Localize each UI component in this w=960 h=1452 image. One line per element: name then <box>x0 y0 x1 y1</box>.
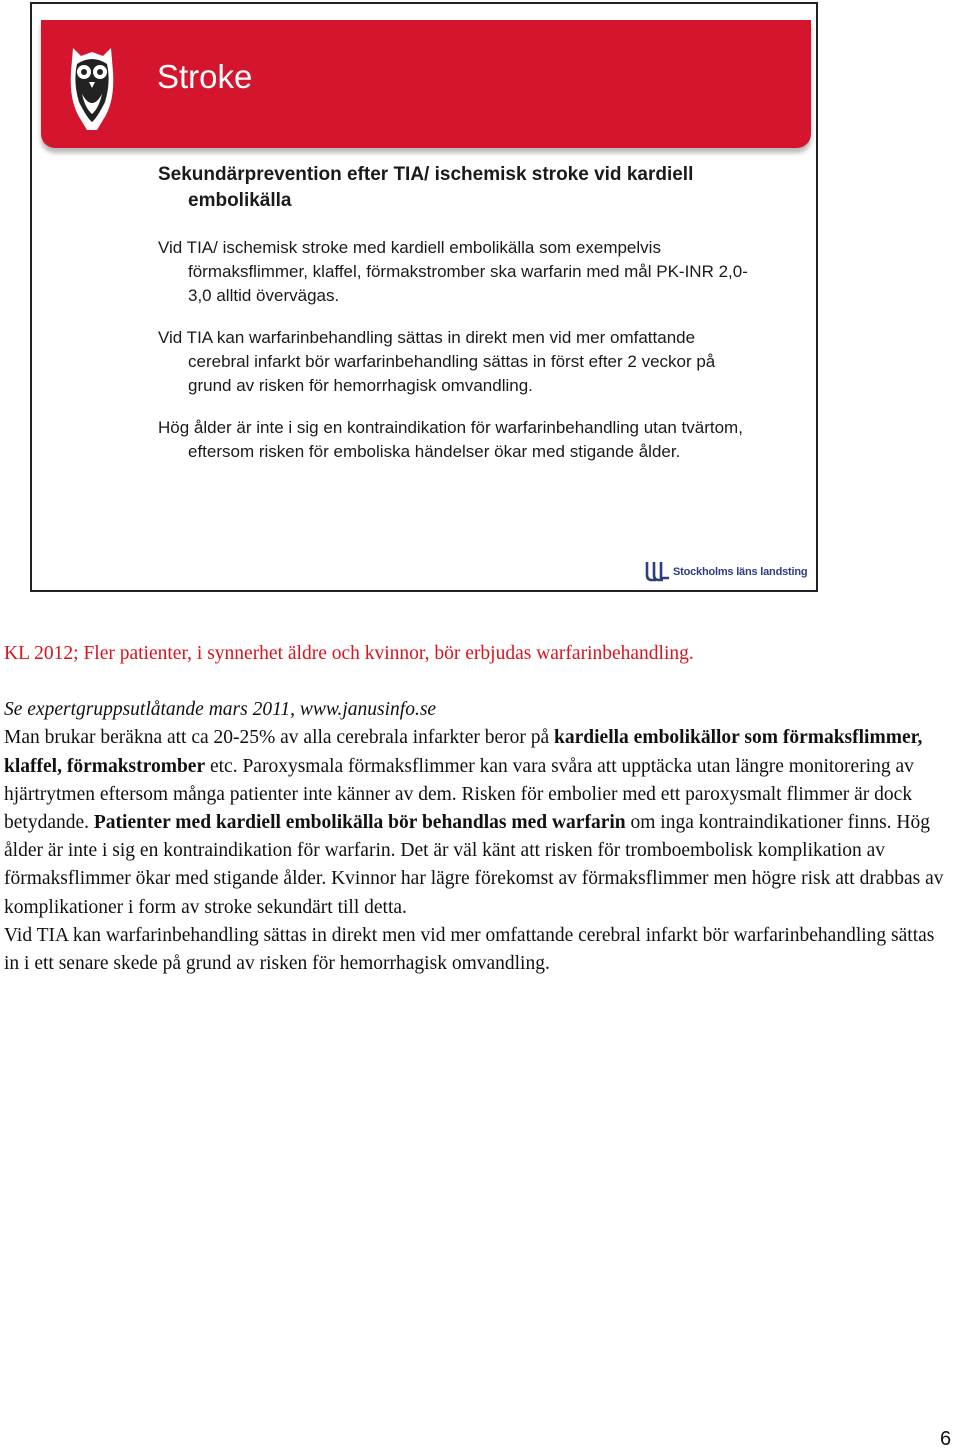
slide-paragraph: Vid TIA/ ischemisk stroke med kardiell embolikälla som exempelvis förmaksflimmer, klaffel, förmakstromber ska warfarin med mål PK-INR 2,0-3,0 alltid övervägas. <box>158 238 748 305</box>
sll-logo-text: Stockholms läns landsting <box>673 566 808 578</box>
slide-header-bar <box>41 20 811 148</box>
notes-reference: Se expertgruppsutlåtande mars 2011, www.janusinfo.se <box>4 699 437 721</box>
speaker-notes <box>4 640 954 978</box>
owl-logo-icon <box>67 42 117 132</box>
sll-logo <box>644 560 807 584</box>
notes-text: om inga kontraindikationer finns. Hög ålder är inte i sig en kontraindikation för warfarin. Det är väl känt att risken för tromboembolisk komplikation av förmaksflimmer ökar med stigande ålder. Kvinnor har lägre förekomst av förmaksflimmer men högre risk att drabbas av komplikationer i form av stroke sekundärt till detta. <box>4 812 944 918</box>
notes-paragraph <box>4 724 954 921</box>
notes-text: etc. <box>205 755 243 777</box>
slide-heading: Sekundärprevention efter TIA/ ischemisk stroke vid kardiell embolikälla <box>158 164 694 211</box>
notes-text: Man brukar beräkna att ca 20-25% av alla cerebrala infarkter beror på <box>4 727 555 749</box>
notes-paragraph: Vid TIA kan warfarinbehandling sättas in direkt men vid mer omfattande cerebral infarkt bör warfarinbehandling sättas in i ett senare skede på grund av risken för hemorrhagisk omvandling. <box>4 924 935 975</box>
notes-bold-text: Patienter med kardiell embolikälla bör behandlas med warfarin <box>93 812 626 834</box>
slide-paragraph: Vid TIA kan warfarinbehandling sättas in direkt men vid mer omfattande cerebral infarkt bör warfarinbehandling sättas in först efter 2 veckor på grund av risken för hemorrhagisk omvandling. <box>158 328 716 395</box>
slide-title: Stroke <box>157 58 253 95</box>
notes-bold-text: kardiella embolikällor som förmaksflimmer, klaffel, förmakstromber <box>4 727 923 777</box>
slide-thumbnail <box>30 2 818 592</box>
sll-logo-icon <box>644 561 670 583</box>
slide-paragraph: Hög ålder är inte i sig en kontraindikation för warfarinbehandling utan tvärtom, eftersom risken för emboliska händelser ökar med stigande ålder. <box>158 418 743 461</box>
slide-body <box>158 162 758 482</box>
notes-red-line: KL 2012; Fler patienter, i synnerhet äldre och kvinnor, bör erbjudas warfarinbehandling. <box>4 643 694 664</box>
page-number: 6 <box>940 1428 952 1450</box>
notes-text: Paroxysmala förmaksflimmer kan vara svåra att upptäcka utan längre monitorering av hjärtrytmen eftersom många patienter inte känner av dem. Risken för embolier med ett paroxysmalt flimmer är dock betydande. <box>4 755 914 834</box>
